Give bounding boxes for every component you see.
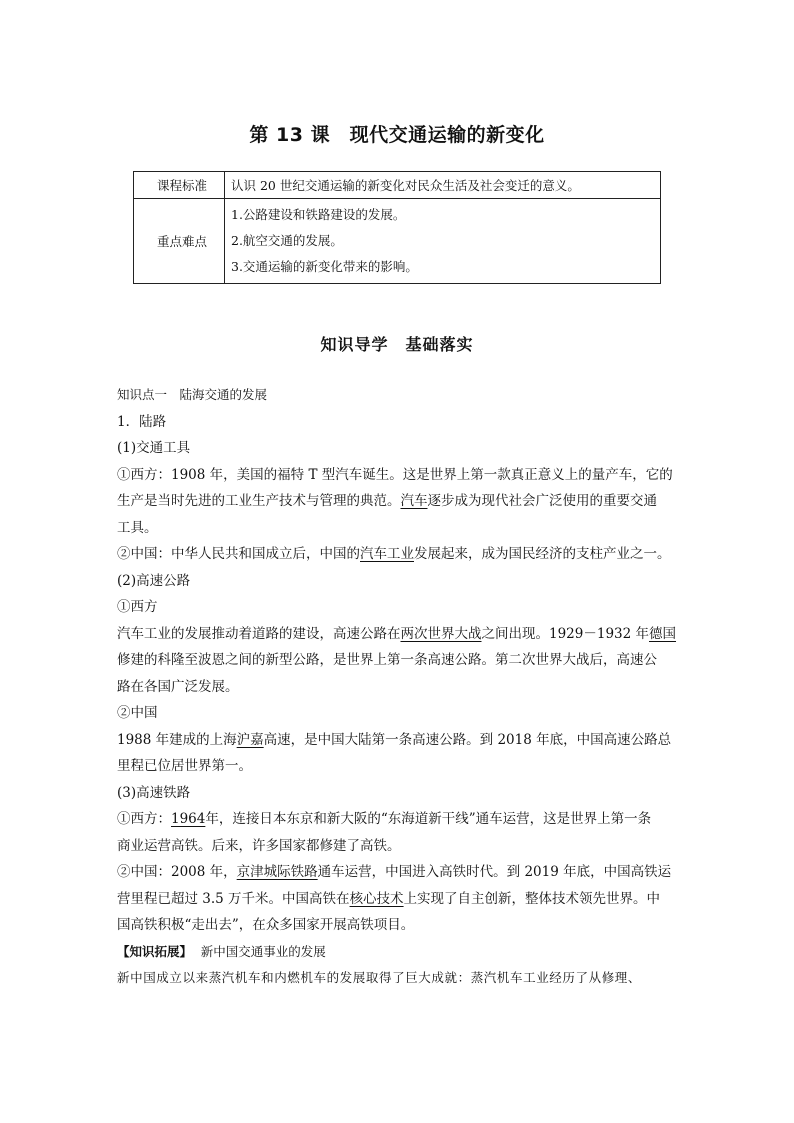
subheading-china: ②中国	[117, 705, 158, 721]
curriculum-table	[133, 171, 661, 284]
paragraph-line: ①西方：1908 年，美国的福特 T 型汽车诞生。这是世界上第一款真正意义上的量产车，它的	[117, 466, 673, 483]
lesson-title: 第 13 课 现代交通运输的新变化	[249, 124, 545, 146]
heading-land: 1．陆路	[117, 413, 167, 430]
key-point-item: 3.交通运输的新变化带来的影响。	[231, 259, 418, 274]
lesson-body	[117, 382, 679, 992]
underlined-term: 两次世界大战	[400, 625, 482, 642]
underlined-term: 沪嘉	[236, 731, 264, 748]
paragraph-line: 里程已位居世界第一。	[117, 758, 252, 774]
paragraph-line: 国高铁积极“走出去”，在众多国家开展高铁项目。	[117, 917, 415, 933]
extension-label: 【知识拓展】	[117, 943, 193, 959]
subheading-vehicles: (1)交通工具	[117, 440, 191, 456]
paragraph-line: 生产是当时先进的工业生产技术与管理的典范。汽车逐步成为现代社会广泛使用的重要交通	[117, 493, 657, 509]
subheading-west: ①西方	[117, 599, 158, 615]
paragraph-line: 商业运营高铁。后来，许多国家都修建了高铁。	[117, 837, 401, 854]
subheading-high-speed-rail: (3)高速铁路	[117, 784, 191, 801]
paragraph-line: 路在各国广泛发展。	[117, 678, 239, 695]
key-points-label: 重点难点	[134, 199, 225, 284]
table-row	[134, 172, 661, 199]
underlined-term: 京津城际铁路	[236, 864, 318, 880]
underlined-term: 1964	[171, 811, 206, 827]
paragraph-line: ②中国：2008 年，京津城际铁路通车运营，中国进入高铁时代。到 2019 年底，中国高铁运	[117, 864, 672, 880]
key-point-item: 1.公路建设和铁路建设的发展。	[231, 207, 406, 222]
extension-title: 新中国交通事业的发展	[200, 943, 326, 959]
key-point-item: 2.航空交通的发展。	[231, 233, 343, 248]
key-points-list	[225, 199, 661, 284]
standards-text: 认识 20 世纪交通运输的新变化对民众生活及社会变迁的意义。	[225, 172, 661, 199]
extension-text: 新中国成立以来蒸汽机车和内燃机车的发展取得了巨大成就：蒸汽机车工业经历了从修理、	[117, 970, 642, 985]
paragraph-line: 1988 年建成的上海沪嘉高速，是中国大陆第一条高速公路。到 2018 年底，中国高速公路总	[117, 731, 672, 748]
underlined-term: 汽车工业	[360, 546, 414, 562]
underlined-term: 德国	[649, 625, 677, 642]
paragraph-line: ①西方：1964年，连接日本东京和新大阪的“东海道新干线”通车运营，这是世界上第一条	[117, 811, 652, 827]
underlined-term: 核心技术	[349, 890, 404, 907]
standards-label: 课程标准	[134, 172, 225, 199]
knowledge-point-heading: 知识点一 陆海交通的发展	[117, 387, 268, 402]
paragraph-line: 工具。	[117, 519, 158, 536]
section-title: 知识导学 基础落实	[320, 335, 474, 354]
paragraph-line: 修建的科隆至波恩之间的新型公路，是世界上第一条高速公路。第二次世界大战后，高速公	[117, 652, 657, 668]
underlined-term: 汽车	[400, 493, 428, 509]
paragraph-line: 汽车工业的发展推动着道路的建设，高速公路在两次世界大战之间出现。1929－1932 年德国	[117, 625, 677, 642]
paragraph-line: ②中国：中华人民共和国成立后，中国的汽车工业发展起来，成为国民经济的支柱产业之一。	[117, 546, 671, 562]
knowledge-extension-heading	[117, 939, 679, 966]
table-row	[134, 199, 661, 284]
subheading-highways: (2)高速公路	[117, 572, 191, 589]
paragraph-line: 营里程已超过 3.5 万千米。中国高铁在核心技术上实现了自主创新，整体技术领先世界。中	[117, 890, 661, 907]
